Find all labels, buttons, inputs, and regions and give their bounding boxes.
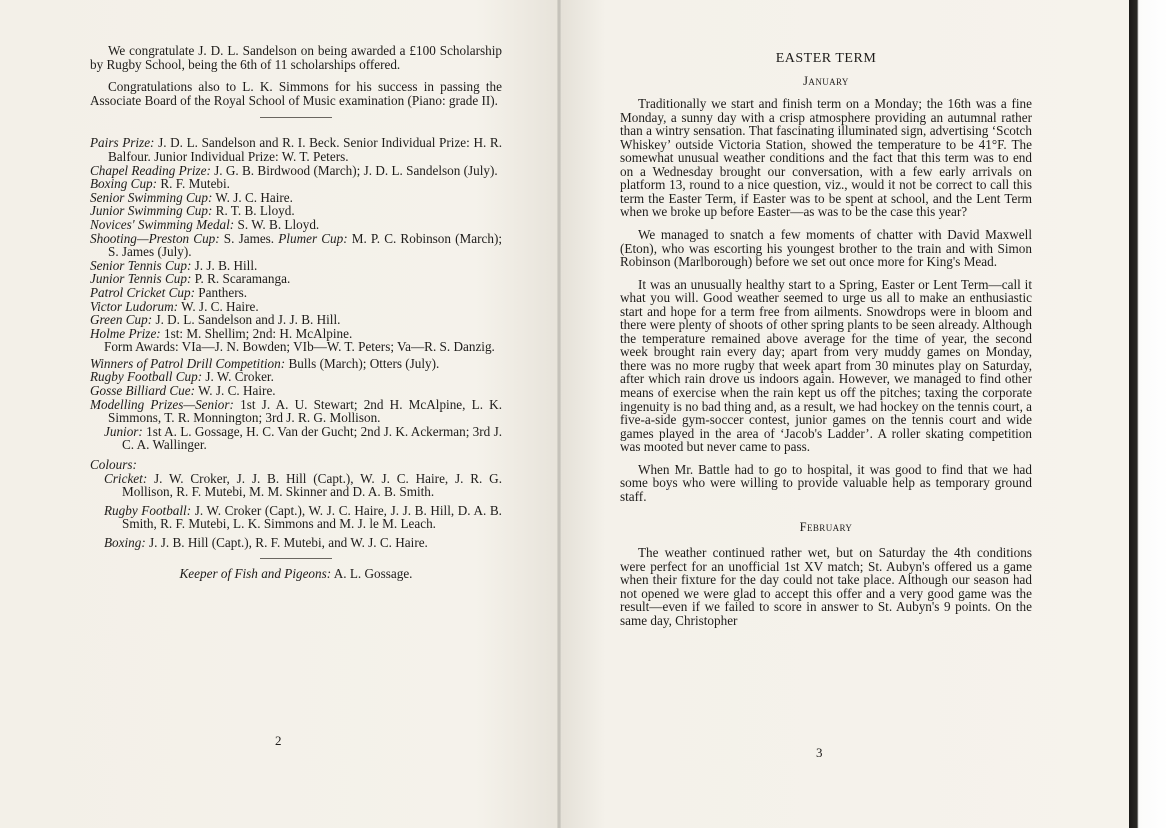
keeper-line: Keeper of Fish and Pigeons: A. L. Gossage. — [179, 565, 413, 581]
prize-item: Patrol Cricket Cup: Panthers. — [90, 284, 248, 300]
january-paragraph-1: Traditionally we start and finish term on a Monday; the 16th was a fine Monday, a sunny day with a crisp atmosphere providing an autumnal rather than a wintry sensation. That fascinating illuminated sign, advertising ‘Scotch Whiskey’ outside Victoria Station, showed the temperature to be 41°F. The somewhat unusual weather conditions and the fact that this term was to end on a Wednesday brought our conversation, with a few early arrivals on platform 13, round to a nice question, viz., would it not be correct to call this term the Easter Term, if Easter was to be spent at school, and the Lent Term when we broke up before Easter—as was to be the case this year? — [620, 96, 1032, 220]
february-paragraph-1: The weather continued rather wet, but on Saturday the 4th conditions were perfect for an unofficial 1st XV match; St. Aubyn's offered us a game when their fixture for the day could not take place. Although our season had not opened we were glad to accept this offer and a very good game was the result—even if we failed to score in answer to St. Aubyn's 9 points. On the same day, Christopher — [620, 544, 1032, 628]
month-heading-february: February — [799, 520, 853, 535]
prize-item: Boxing Cup: R. F. Mutebi. — [90, 176, 230, 192]
colours-item: Cricket: J. W. Croker, J. J. B. Hill (Capt.), W. J. C. Haire, J. R. G. Mollison, R. F. Mutebi, M. M. Skinner and D. A. B. Smith. — [104, 470, 502, 500]
january-paragraph-3: It was an unusually healthy start to a Spring, Easter or Lent Term—call it what you will. Good weather seemed to urge us all to make an enthusiastic start and hope for a term free from ailments. Snowdrops were in bloom and there were plenty of shoots of other spring plants to be seen already. Although the temperature remained above average for the time of year, the second week brought rain every day; apart from very muddy games on Monday, there was no more rugby that week apart from 30 minutes play on Saturday, after which rain drove us indoors again. However, we managed to find other means of exercise when the rain kept us off the pitches; taxing the corporate ingenuity is no bad thing and, as a result, we had hockey on the tennis court, a five-a-side gym-soccer contest, junior games on the tennis court and wide games played in the area of ‘Jacob's Ladder’. A roller skating competition was mooted but never came to pass. — [620, 276, 1033, 455]
prize-item: Shooting—Preston Cup: S. James. Plumer Cup: M. P. C. Robinson (March); S. James (July). — [90, 230, 502, 260]
prize-item: Senior Swimming Cup: W. J. C. Haire. — [90, 189, 293, 205]
prize-item: Winners of Patrol Drill Competition: Bulls (March); Otters (July). — [90, 355, 440, 371]
page-number-left: 2 — [275, 733, 282, 748]
prize-item: Novices' Swimming Medal: S. W. B. Lloyd. — [90, 216, 320, 232]
prize-item: Junior Swimming Cup: R. T. B. Lloyd. — [90, 203, 295, 219]
prize-item: Victor Ludorum: W. J. C. Haire. — [90, 298, 259, 314]
section-divider — [260, 558, 332, 559]
january-paragraph-2: We managed to snatch a few moments of chatter with David Maxwell (Eton), who was escorting his youngest brother to the train and with Simon Robinson (Marlborough) before we set out once more for King's Mead. — [620, 227, 1032, 270]
book-gutter — [557, 0, 561, 828]
prize-item: Chapel Reading Prize: J. G. B. Birdwood (March); J. D. L. Sandelson (July). — [90, 162, 498, 178]
prize-item: Green Cup: J. D. L. Sandelson and J. J. B. Hill. — [90, 312, 341, 328]
section-divider — [260, 117, 332, 118]
colours-list — [90, 472, 502, 550]
junior-modelling: Junior: 1st A. L. Gossage, H. C. Van der Gucht; 2nd J. K. Ackerman; 3rd J. C. A. Wallinger. — [104, 423, 502, 453]
prize-item: Junior Tennis Cup: P. R. Scaramanga. — [90, 271, 291, 287]
month-heading-january: January — [803, 73, 849, 88]
scholarship-paragraph: We congratulate J. D. L. Sandelson on being awarded a £100 Scholarship by Rugby School, being the 6th of 11 scholarships offered. — [90, 43, 502, 72]
page-number-right: 3 — [816, 745, 823, 760]
colours-item: Rugby Football: J. W. Croker (Capt.), W. J. C. Haire, J. J. B. Hill, D. A. B. Smith, R. F. Mutebi, L. K. Simmons and M. J. le M. Leach. — [104, 502, 502, 532]
prize-item: Modelling Prizes—Senior: 1st J. A. U. Stewart; 2nd H. McAlpine, L. K. Simmons, T. R. Monnington; 3rd J. R. G. Mollison. — [90, 396, 502, 426]
term-heading: EASTER TERM — [775, 51, 877, 66]
prize-list — [90, 136, 502, 452]
form-awards: Form Awards: VIa—J. N. Bowden; VIb—W. T. Peters; Va—R. S. Danzig. — [104, 339, 495, 355]
prize-item: Pairs Prize: J. D. L. Sandelson and R. I. Beck. Senior Individual Prize: H. R. Balfour. Junior Individual Prize: W. T. Peters. — [90, 135, 502, 164]
colours-item: Boxing: J. J. B. Hill (Capt.), R. F. Mutebi, and W. J. C. Haire. — [104, 535, 428, 550]
music-exam-paragraph: Congratulations also to L. K. Simmons for his success in passing the Associate Board of the Royal School of Music examination (Piano: grade II). — [90, 79, 502, 108]
right-page-text — [620, 52, 1032, 627]
january-paragraph-4: When Mr. Battle had to go to hospital, it was good to find that we had some boys who were willing to provide valuable help as temporary ground staff. — [620, 461, 1032, 504]
prize-item: Gosse Billiard Cue: W. J. C. Haire. — [90, 383, 276, 399]
left-page-text — [90, 44, 502, 580]
prize-item: Senior Tennis Cup: J. J. B. Hill. — [90, 257, 258, 273]
colours-heading: Colours: — [90, 457, 137, 473]
page-edge — [1129, 0, 1169, 828]
prize-item: Holme Prize: 1st: M. Shellim; 2nd: H. McAlpine. — [90, 325, 353, 341]
prize-item: Rugby Football Cup: J. W. Croker. — [90, 369, 274, 385]
